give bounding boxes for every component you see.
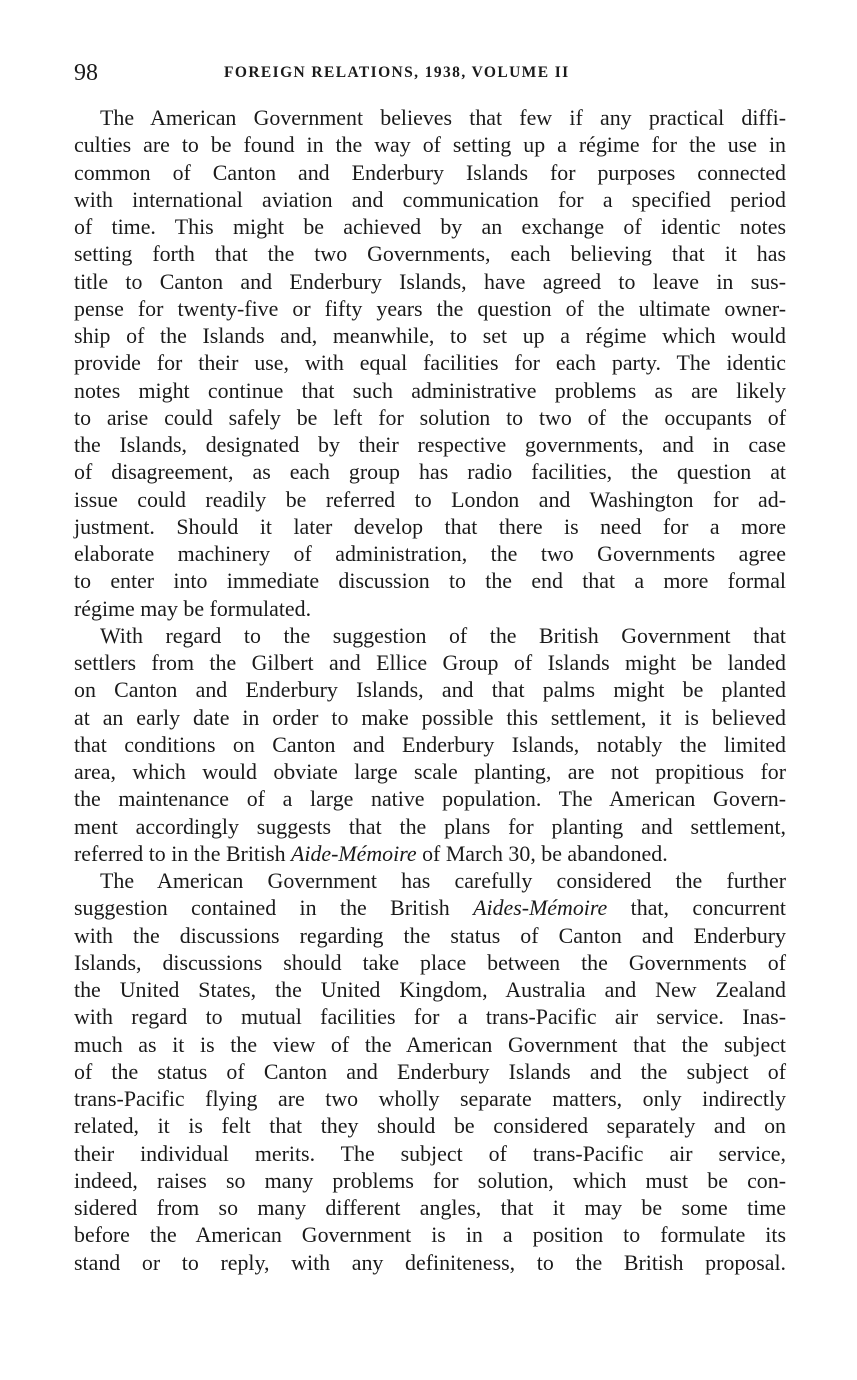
text-line: issue could readily be referred to London and Washington for ad- bbox=[74, 486, 786, 512]
text-line: with international aviation and communication for a specified period bbox=[74, 186, 786, 212]
text-line: of time. This might be achieved by an exchange of identic notes bbox=[74, 214, 786, 239]
text-line: their individual merits. The subject of trans-Pacific air service, bbox=[74, 1140, 786, 1166]
text-line: The American Government believes that few if any practical diffi- bbox=[100, 105, 786, 130]
text-line: Islands, discussions should take place between the Governments of bbox=[74, 949, 786, 975]
text-run: suggestion contained in the British bbox=[74, 895, 474, 921]
text-line: on Canton and Enderbury Islands, and that palms might be planted bbox=[74, 677, 786, 703]
text-line: to arise could safely be left for solution to two of the occupants of bbox=[74, 404, 786, 430]
text-run: that, concurrent bbox=[607, 895, 786, 921]
text-line: stand or to reply, with any definiteness, to the British proposal. bbox=[74, 1249, 786, 1275]
text-line: the Islands, designated by their respective governments, and in case bbox=[74, 432, 786, 457]
text-line bbox=[74, 840, 786, 867]
text-line: provide for their use, with equal facilities for each party. The identic bbox=[74, 350, 786, 376]
text-run: referred to in the British bbox=[74, 840, 292, 866]
text-line: ship of the Islands and, meanwhile, to set up a régime which would bbox=[74, 323, 786, 348]
paragraph-2 bbox=[74, 622, 786, 867]
text-line: sidered from so many different angles, that it may be some time bbox=[74, 1195, 786, 1220]
text-line: settlers from the Gilbert and Ellice Group of Islands might be landed bbox=[74, 650, 786, 675]
page-number: 98 bbox=[74, 60, 98, 86]
paragraph-1 bbox=[74, 104, 786, 622]
body-text bbox=[74, 104, 786, 1276]
text-line: setting forth that the two Governments, each believing that it has bbox=[74, 241, 786, 267]
text-line: to enter into immediate discussion to the end that a more formal bbox=[74, 568, 786, 594]
text-line: title to Canton and Enderbury Islands, have agreed to leave in sus- bbox=[74, 268, 786, 294]
text-line: with the discussions regarding the status of Canton and Enderbury bbox=[74, 922, 786, 948]
text-line: ment accordingly suggests that the plans for planting and settlement, bbox=[74, 813, 786, 839]
text-line: elaborate machinery of administration, the two Governments agree bbox=[74, 541, 786, 566]
text-line bbox=[74, 894, 786, 921]
text-run: of March 30, be abandoned. bbox=[416, 840, 668, 866]
text-line: the United States, the United Kingdom, Australia and New Zealand bbox=[74, 977, 786, 1002]
running-head bbox=[74, 58, 786, 88]
text-line: related, it is felt that they should be considered separately and on bbox=[74, 1113, 786, 1139]
text-line: trans-Pacific flying are two wholly separate matters, only indirectly bbox=[74, 1086, 786, 1111]
paragraph-3 bbox=[74, 867, 786, 1276]
text-line: area, which would obviate large scale planting, are not propitious for bbox=[74, 759, 786, 784]
text-line: the maintenance of a large native population. The American Govern- bbox=[74, 786, 786, 812]
text-line: justment. Should it later develop that there is need for a more bbox=[74, 513, 786, 539]
italic-title: Aides-Mémoire bbox=[473, 895, 608, 921]
text-line: much as it is the view of the American Government that the subject bbox=[74, 1031, 786, 1057]
text-line: of disagreement, as each group has radio facilities, the question at bbox=[74, 459, 786, 485]
text-line: before the American Government is in a position to formulate its bbox=[74, 1222, 786, 1248]
text-line: notes might continue that such administrative problems as are likely bbox=[74, 377, 786, 403]
text-line: at an early date in order to make possible this settlement, it is believed bbox=[74, 704, 786, 730]
text-line: common of Canton and Enderbury Islands for purposes connected bbox=[74, 159, 786, 185]
text-line: indeed, raises so many problems for solution, which must be con- bbox=[74, 1167, 786, 1193]
text-line: with regard to mutual facilities for a trans-Pacific air service. Inas- bbox=[74, 1004, 786, 1030]
running-title: FOREIGN RELATIONS, 1938, VOLUME II bbox=[224, 64, 570, 81]
text-line: that conditions on Canton and Enderbury Islands, notably the limited bbox=[74, 731, 786, 757]
text-line: The American Government has carefully considered the further bbox=[100, 868, 786, 893]
text-line: culties are to be found in the way of setting up a régime for the use in bbox=[74, 132, 786, 158]
text-line: With regard to the suggestion of the British Government that bbox=[100, 622, 786, 648]
text-line: régime may be formulated. bbox=[74, 595, 312, 621]
text-line: pense for twenty-five or fifty years the question of the ultimate owner- bbox=[74, 295, 786, 321]
text-line: of the status of Canton and Enderbury Islands and the subject of bbox=[74, 1058, 786, 1084]
italic-title: Aide-Mémoire bbox=[291, 840, 417, 866]
